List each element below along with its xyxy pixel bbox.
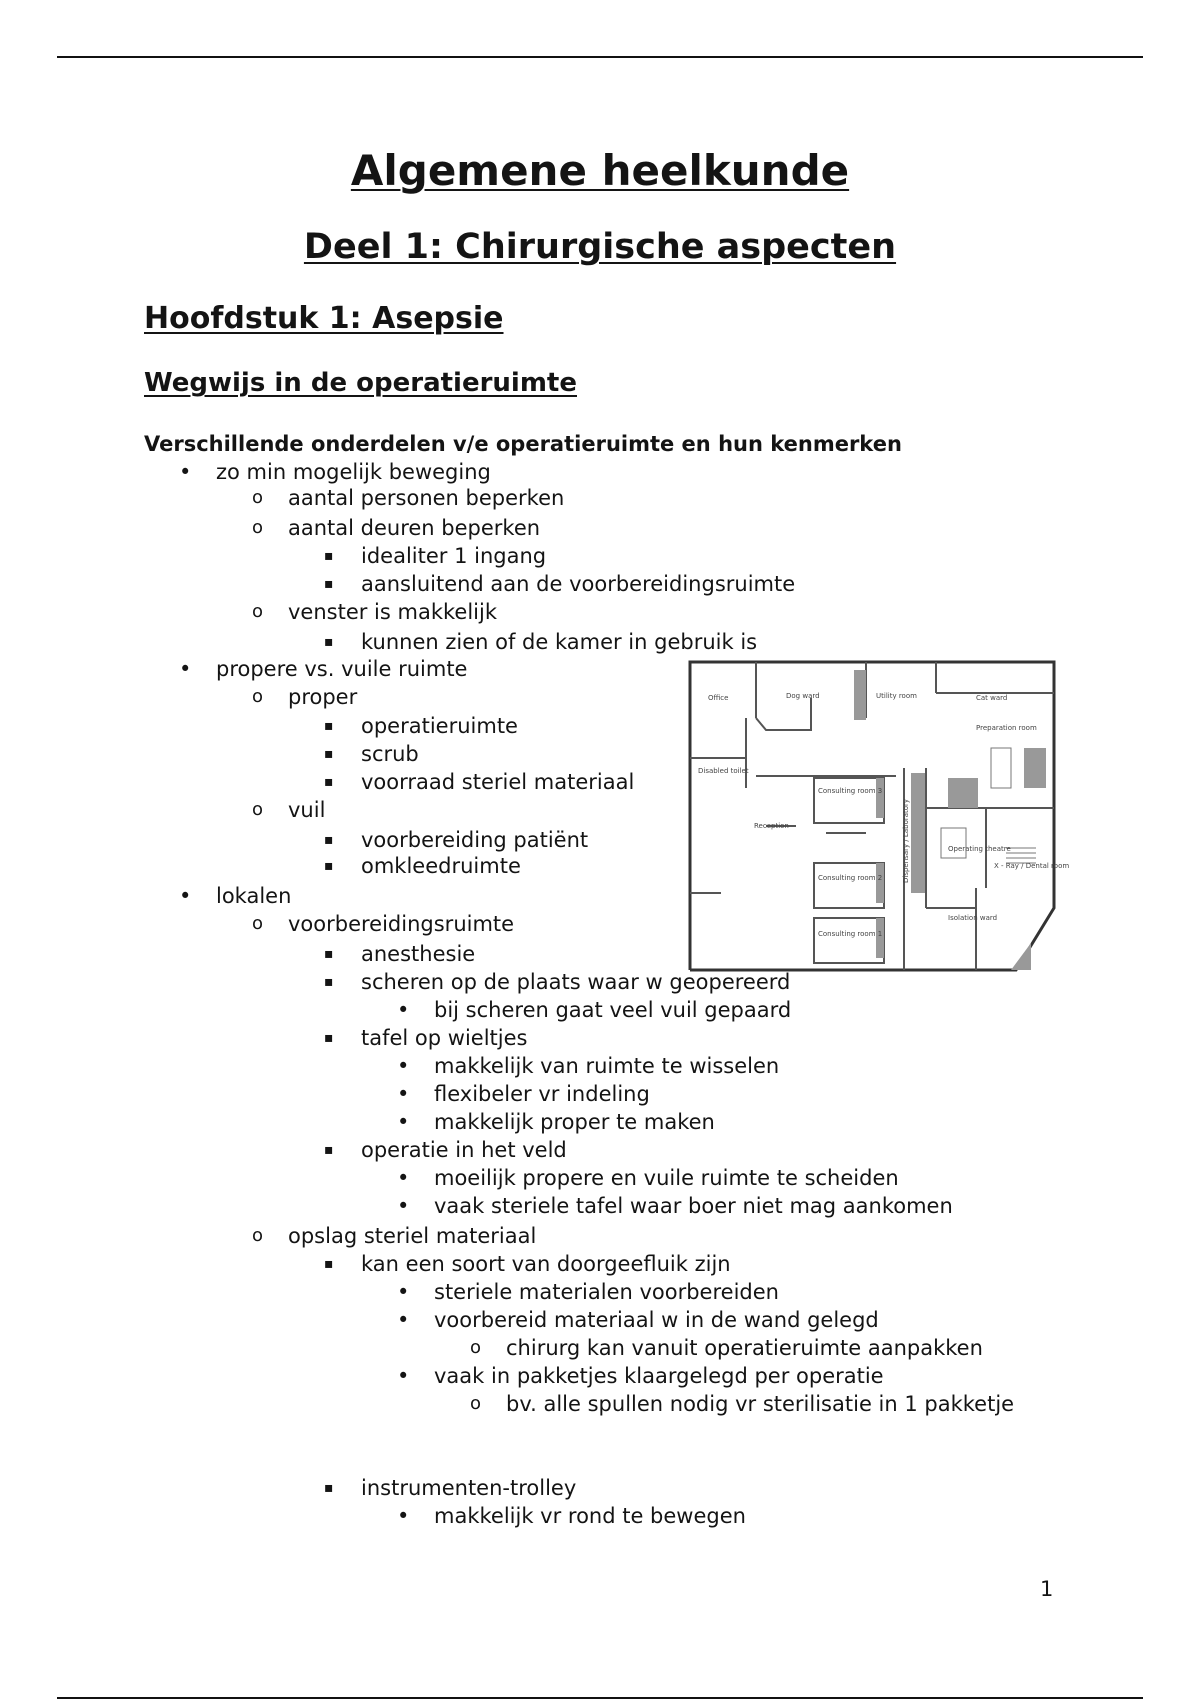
list-item: operatieruimte: [361, 714, 518, 738]
list-item: vaak in pakketjes klaargelegd per operatie: [434, 1364, 884, 1388]
list-item: steriele materialen voorbereiden: [434, 1280, 779, 1304]
list-item: operatie in het veld: [361, 1138, 567, 1162]
list-marker: •: [397, 1280, 410, 1304]
list-item: instrumenten-trolley: [361, 1476, 577, 1500]
list-marker: ▪: [324, 1480, 334, 1496]
list-marker: ▪: [324, 1256, 334, 1272]
list-marker: o: [252, 686, 264, 707]
list-marker: •: [179, 657, 192, 681]
list-marker: ▪: [324, 974, 334, 990]
floorplan-room-label: Operating theatre: [948, 845, 1011, 853]
list-marker: o: [252, 913, 264, 934]
floorplan-image: [686, 658, 1070, 980]
list-item: proper: [288, 685, 358, 709]
list-item: scrub: [361, 742, 419, 766]
list-marker: ▪: [324, 718, 334, 734]
list-marker: o: [252, 1225, 264, 1246]
list-marker: ▪: [324, 858, 334, 874]
floorplan-room-label: Consulting room 2: [818, 874, 883, 882]
list-marker: o: [252, 517, 264, 538]
list-item: lokalen: [216, 884, 292, 908]
list-item: voorbereid materiaal w in de wand gelegd: [434, 1308, 879, 1332]
list-item: aantal deuren beperken: [288, 516, 541, 540]
floorplan-room-label: Utility room: [876, 692, 917, 700]
list-item: voorbereidingsruimte: [288, 912, 515, 936]
list-item: anesthesie: [361, 942, 476, 966]
list-item: opslag steriel materiaal: [288, 1224, 537, 1248]
part-heading: Deel 1: Chirurgische aspecten: [303, 227, 897, 267]
floorplan-room-label: Consulting room 1: [818, 930, 883, 938]
list-marker: ▪: [324, 1142, 334, 1158]
chapter-heading: Hoofdstuk 1: Asepsie: [144, 301, 504, 336]
list-item: idealiter 1 ingang: [361, 544, 547, 568]
list-marker: ▪: [324, 634, 334, 650]
list-marker: ▪: [324, 548, 334, 564]
list-marker: •: [179, 460, 192, 484]
list-marker: ▪: [324, 946, 334, 962]
list-marker: o: [470, 1337, 482, 1358]
list-marker: ▪: [324, 576, 334, 592]
header-rule: [57, 56, 1143, 58]
list-marker: ▪: [324, 1030, 334, 1046]
list-marker: o: [252, 799, 264, 820]
floorplan-room-label: Preparation room: [976, 724, 1037, 732]
list-item: aantal personen beperken: [288, 486, 565, 510]
list-marker: ▪: [324, 746, 334, 762]
list-item: vaak steriele tafel waar boer niet mag aankomen: [434, 1194, 953, 1218]
section-heading: Wegwijs in de operatieruimte: [144, 368, 577, 398]
list-marker: o: [470, 1393, 482, 1414]
list-item: makkelijk vr rond te bewegen: [434, 1504, 746, 1528]
list-item: zo min mogelijk beweging: [216, 460, 491, 484]
list-item: tafel op wieltjes: [361, 1026, 528, 1050]
list-item: kan een soort van doorgeefluik zijn: [361, 1252, 731, 1276]
list-marker: •: [397, 1166, 410, 1190]
list-marker: •: [397, 1082, 410, 1106]
floorplan-room-label: Reception: [754, 822, 789, 830]
list-marker: •: [397, 1364, 410, 1388]
floorplan-room-label: Cat ward: [976, 694, 1008, 702]
list-marker: ▪: [324, 774, 334, 790]
footer-rule: [57, 1697, 1143, 1699]
list-marker: •: [397, 1054, 410, 1078]
list-item: vuil: [288, 798, 326, 822]
list-item: makkelijk van ruimte te wisselen: [434, 1054, 780, 1078]
list-item: bij scheren gaat veel vuil gepaard: [434, 998, 792, 1022]
floorplan-room-label: Office: [708, 694, 729, 702]
list-item: moeilijk propere en vuile ruimte te scheiden: [434, 1166, 899, 1190]
list-marker: •: [397, 1504, 410, 1528]
list-item: makkelijk proper te maken: [434, 1110, 715, 1134]
list-marker: •: [397, 1308, 410, 1332]
list-marker: •: [397, 998, 410, 1022]
list-item: venster is makkelijk: [288, 600, 497, 624]
list-item: flexibeler vr indeling: [434, 1082, 650, 1106]
floorplan-room-label: Consulting room 3: [818, 787, 883, 795]
list-item: kunnen zien of de kamer in gebruik is: [361, 630, 758, 654]
list-item: chirurg kan vanuit operatieruimte aanpakken: [506, 1336, 983, 1360]
document-title: Algemene heelkunde: [350, 146, 850, 195]
list-item: voorbereiding patiënt: [361, 828, 589, 852]
subsection-heading: Verschillende onderdelen v/e operatieruimte en hun kenmerken: [144, 432, 902, 456]
list-item: voorraad steriel materiaal: [361, 770, 635, 794]
floorplan-room-label: Disabled toilet: [698, 767, 749, 775]
list-item: scheren op de plaats waar w geopereerd: [361, 970, 791, 994]
list-item: propere vs. vuile ruimte: [216, 657, 468, 681]
list-marker: •: [397, 1194, 410, 1218]
list-marker: o: [252, 601, 264, 622]
floorplan-room-label: X - Ray / Dental room: [994, 862, 1070, 870]
floorplan-room-label: Dog ward: [786, 692, 820, 700]
floorplan-room-label: Dispensary / Laboratory: [902, 798, 910, 883]
page-number: 1: [1040, 1577, 1054, 1601]
list-marker: o: [252, 487, 264, 508]
list-item: bv. alle spullen nodig vr sterilisatie in 1 pakketje: [506, 1392, 1015, 1416]
list-item: aansluitend aan de voorbereidingsruimte: [361, 572, 796, 596]
list-marker: •: [179, 884, 192, 908]
list-marker: •: [397, 1110, 410, 1134]
floorplan-room-label: Isolation ward: [948, 914, 998, 922]
list-item: omkleedruimte: [361, 854, 521, 878]
list-marker: ▪: [324, 832, 334, 848]
